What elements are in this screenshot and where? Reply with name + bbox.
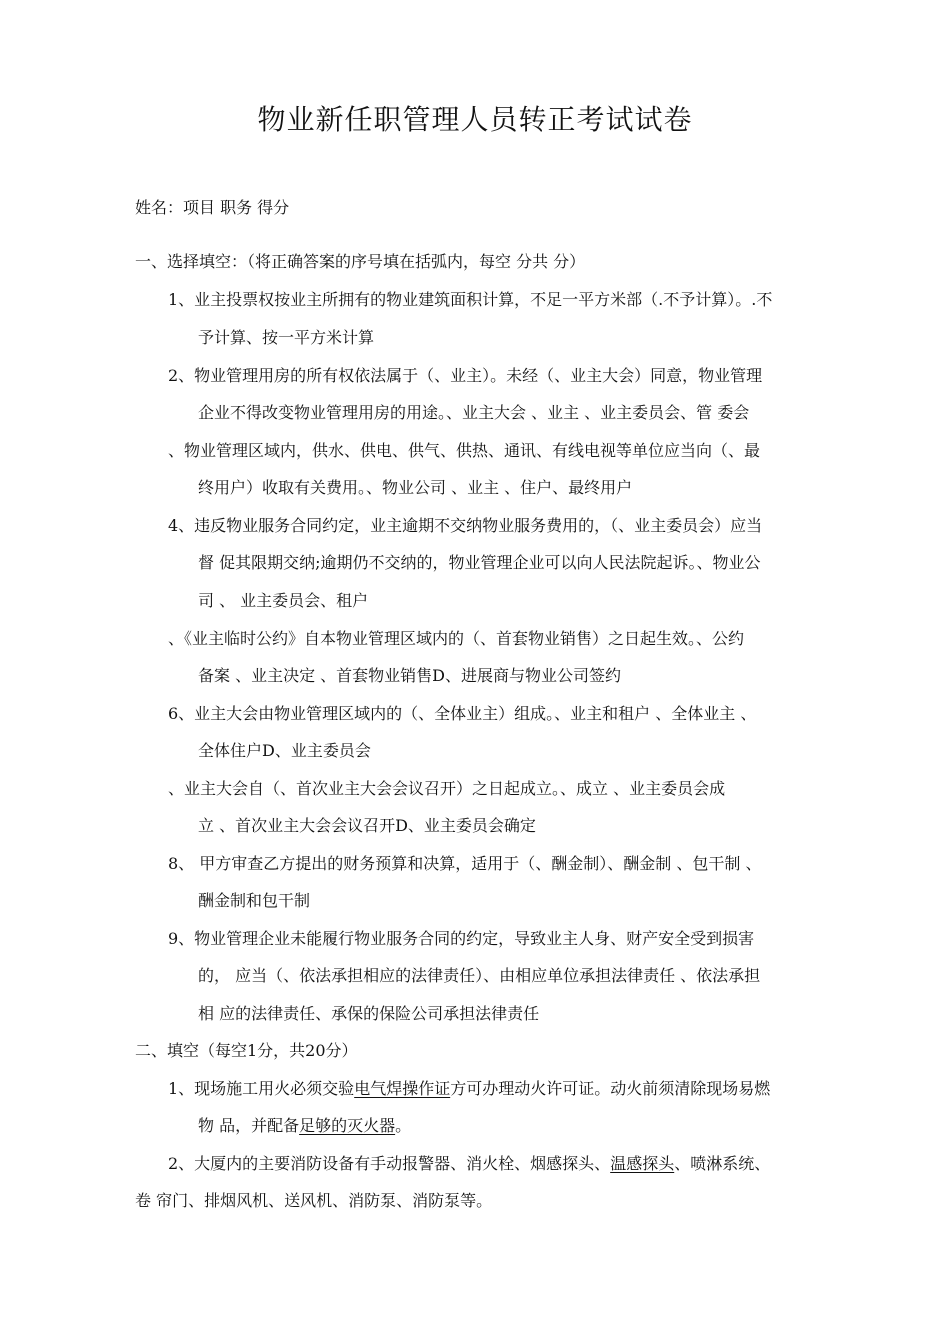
question-line: 的， 应当（、依法承担相应的法律责任）、由相应单位承担法律责任 、依法承担 [198, 966, 761, 985]
question-line: 司 、 业主委员会、租户 [198, 591, 369, 610]
question-line: 终用户）收取有关费用。、物业公司 、业主 、住户、最终用户 [198, 478, 633, 497]
question-line: 8、 甲方审查乙方提出的财务预算和决算，适用于（、酬金制）、酬金制 、包干制 、 [168, 854, 762, 873]
question-line: 相 应的法律责任、承保的保险公司承担法律责任 [198, 1004, 540, 1023]
question-line: 9、物业管理企业未能履行物业服务合同的约定，导致业主人身、财产安全受到损害 [168, 929, 755, 948]
question-line: 、物业管理区域内，供水、供电、供气、供热、通讯、有线电视等单位应当向（、最 [168, 441, 761, 460]
question-text: 1、现场施工用火必须交验 [168, 1079, 355, 1098]
question-text: 、喷淋系统、 [674, 1154, 771, 1173]
question-line: 酬金制和包干制 [198, 891, 311, 910]
answer-blank: 电气焊操作证 [354, 1079, 451, 1098]
question-line: 企业不得改变物业管理用房的用途。、业主大会 、业主 、业主委员会、管 委会 [198, 403, 750, 422]
question-text: 2、大厦内的主要消防设备有手动报警器、消火栓、烟感探头、 [168, 1154, 611, 1173]
question-text: 。 [395, 1116, 412, 1135]
question-line: 2、物业管理用房的所有权依法属于（、业主）。未经（、业主大会）同意，物业管理 [168, 366, 763, 385]
question-line: 6、业主大会由物业管理区域内的（、全体业主）组成。、业主和租户 、全体业主 、 [168, 704, 757, 723]
question-line: 督 促其限期交纳;逾期仍不交纳的，物业管理企业可以向人民法院起诉。、物业公 [198, 553, 761, 572]
question-line: 予计算、按一平方米计算 [198, 328, 375, 347]
question-text: 物 品，并配备 [198, 1116, 300, 1135]
question-line [198, 1116, 411, 1136]
section1-heading: 一、选择填空：（将正确答案的序号填在括弧内，每空 分共 分） [135, 252, 586, 271]
question-line: 、《业主临时公约》自本物业管理区域内的（、首套物业销售）之日起生效。、公约 [168, 629, 745, 648]
question-line: 备案 、业主决定 、首套物业销售D、进展商与物业公司签约 [198, 666, 622, 685]
answer-blank: 温感探头 [610, 1154, 675, 1173]
info-line: 姓名：项目 职务 得分 [135, 198, 290, 217]
answer-blank: 足够的灭火器 [299, 1116, 396, 1135]
question-line: 立 、首次业主大会会议召开D、业主委员会确定 [198, 816, 536, 835]
section2-heading: 二、填空（每空1分，共20分） [135, 1041, 358, 1060]
question-line: 1、业主投票权按业主所拥有的物业建筑面积计算，不足一平方米部（.不予计算）。.不 [168, 290, 773, 309]
question-line [168, 1079, 770, 1099]
question-text: 方可办理动火许可证。动火前须清除现场易燃 [450, 1079, 771, 1098]
page-title: 物业新任职管理人员转正考试试卷 [257, 103, 693, 136]
question-line [168, 1154, 770, 1174]
question-line: 4、违反物业服务合同约定，业主逾期不交纳物业服务费用的，（、业主委员会）应当 [168, 516, 763, 535]
question-line: 全体住户D、业主委员会 [198, 741, 371, 760]
question-line: 、业主大会自（、首次业主大会会议召开）之日起成立。、成立 、业主委员会成 [168, 779, 726, 798]
question-line: 卷 帘门、排烟风机、送风机、消防泵、消防泵等。 [135, 1191, 493, 1210]
